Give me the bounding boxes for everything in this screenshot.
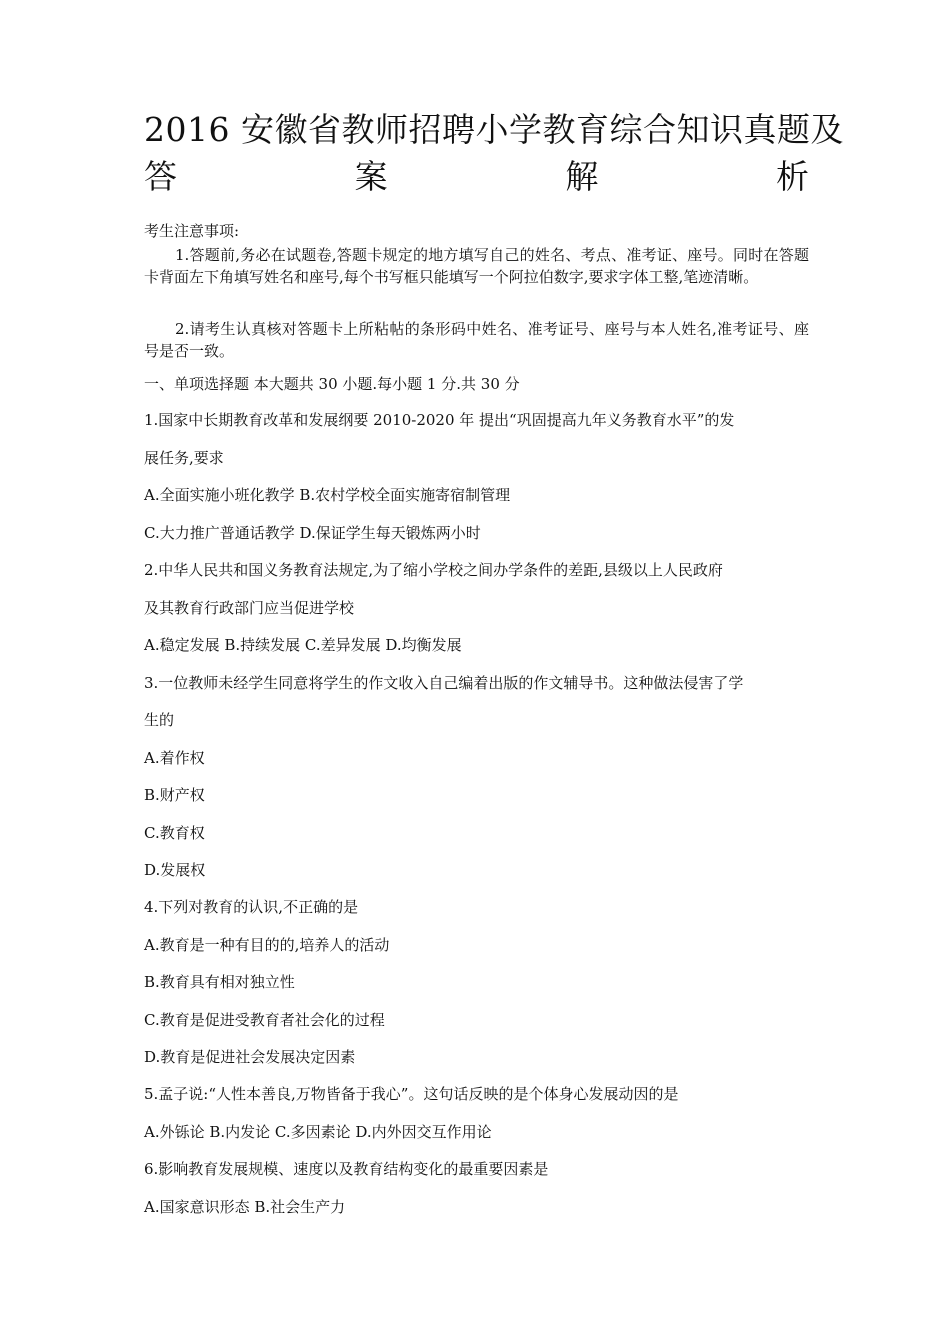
question-line: 展任务,要求 (144, 449, 224, 467)
question-line: 5.孟子说:“人性本善良,万物皆备于我心”。这句话反映的是个体身心发展动因的是 (144, 1085, 679, 1103)
option-line: B.教育具有相对独立性 (144, 973, 295, 991)
question-line: 6.影响教育发展规模、速度以及教育结构变化的最重要因素是 (144, 1160, 549, 1178)
option-line: B.财产权 (144, 786, 205, 804)
question-line: 3.一位教师未经学生同意将学生的作文收入自己编着出版的作文辅导书。这种做法侵害了学 (144, 674, 744, 692)
question-line: 1.国家中长期教育改革和发展纲要 2010-2020 年 提出“巩固提高九年义务教育水平”的发 (144, 411, 735, 429)
option-line: A.教育是一种有目的的,培养人的活动 (144, 936, 390, 954)
notice-heading: 考生注意事项: (144, 222, 240, 240)
notice-item-2: 2.请考生认真核对答题卡上所粘帖的条形码中姓名、准考证号、座号与本人姓名,准考证号、座号是否一致。 (144, 320, 809, 360)
option-line: D.发展权 (144, 861, 206, 879)
question-line: 生的 (144, 711, 175, 729)
option-line: A.外铄论 B.内发论 C.多因素论 D.内外因交互作用论 (144, 1123, 492, 1141)
title-char: 案 (354, 157, 388, 196)
title-char: 答 (144, 157, 177, 196)
question-line: 及其教育行政部门应当促进学校 (144, 599, 355, 617)
question-line: 2.中华人民共和国义务教育法规定,为了缩小学校之间办学条件的差距,县级以上人民政府 (144, 561, 723, 579)
option-line: C.大力推广普通话教学 D.保证学生每天锻炼两小时 (144, 524, 481, 542)
option-line: A.国家意识形态 B.社会生产力 (144, 1198, 346, 1216)
option-line: D.教育是促进社会发展决定因素 (144, 1048, 356, 1066)
option-line: A.全面实施小班化教学 B.农村学校全面实施寄宿制管理 (144, 486, 511, 504)
question-line: 4.下列对教育的认识,不正确的是 (144, 898, 359, 916)
option-line: A.着作权 (144, 749, 205, 767)
title-char: 解 (565, 157, 599, 196)
option-line: C.教育是促进受教育者社会化的过程 (144, 1011, 385, 1029)
document-title-line-1: 2016 安徽省教师招聘小学教育综合知识真题及 (144, 110, 844, 149)
option-line: A.稳定发展 B.持续发展 C.差异发展 D.均衡发展 (144, 636, 462, 654)
title-char: 析 (775, 157, 809, 196)
notice-item-1: 1.答题前,务必在试题卷,答题卡规定的地方填写自己的姓名、考点、准考证、座号。同时在答题卡背面左下角填写姓名和座号,每个书写框只能填写一个阿拉伯数字,要求字体工整,笔迹清晰。 (144, 246, 809, 286)
option-line: C.教育权 (144, 824, 205, 842)
document-title-line-2 (144, 157, 809, 197)
section-heading: 一、单项选择题 本大题共 30 小题.每小题 1 分.共 30 分 (144, 375, 520, 393)
